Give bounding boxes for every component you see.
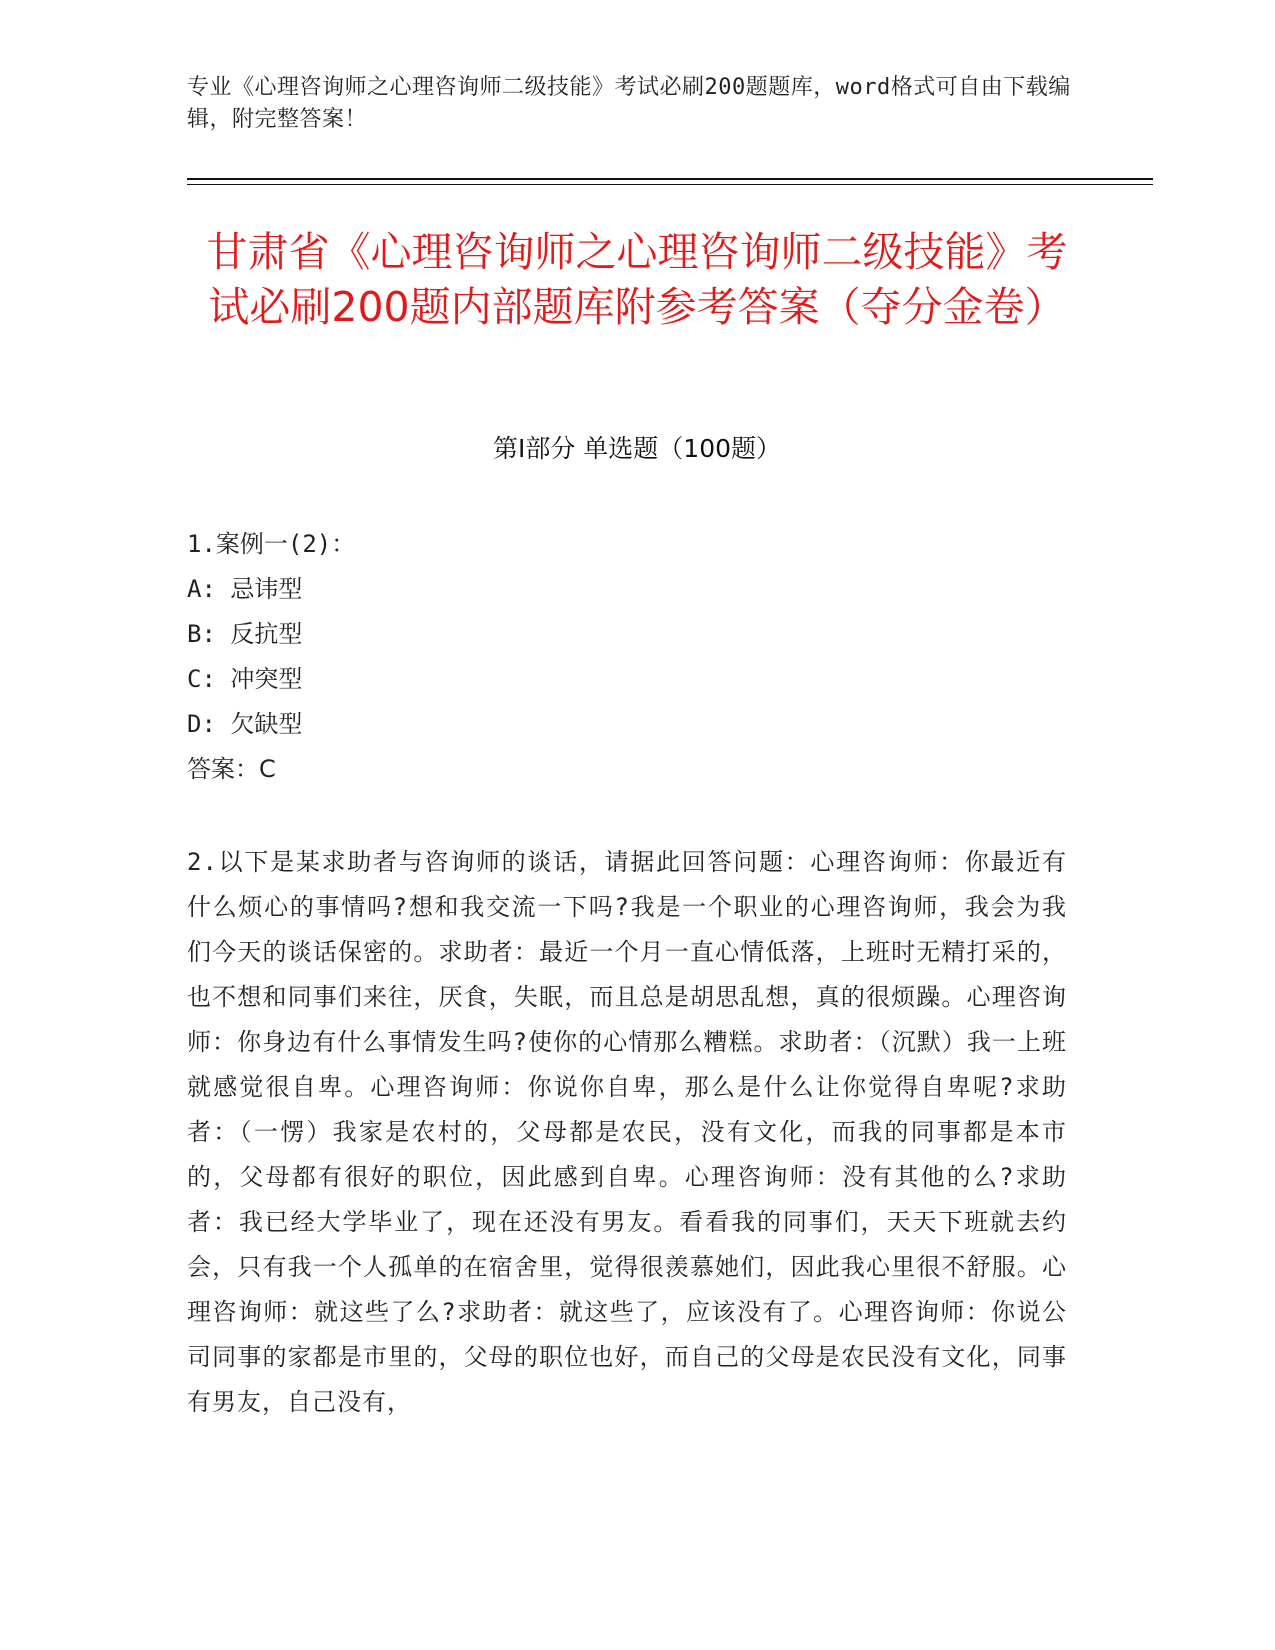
- option-c: C: 冲突型: [187, 665, 303, 693]
- question-2: 2.以下是某求助者与咨询师的谈话，请据此回答问题：心理咨询师：你最近有什么烦心的事情吗?想和我交流一下吗?我是一个职业的心理咨询师，我会为我们今天的谈话保密的。求助者：最近一个月一直心情低落，上班时无精打采的，也不想和同事们来往，厌食，失眠，而且总是胡思乱想，真的很烦躁。心理咨询师：你身边有什么事情发生吗?使你的心情那么糟糕。求助者：（沉默）我一上班就感觉很自卑。心理咨询师：你说你自卑，那么是什么让你觉得自卑呢?求助者：（一愣）我家是农村的，父母都是农民，没有文化，而我的同事都是本市的，父母都有很好的职位，因此感到自卑。心理咨询师：没有其他的么?求助者：我已经大学毕业了，现在还没有男友。看看我的同事们，天天下班就去约会，只有我一个人孤单的在宿舍里，觉得很羡慕她们，因此我心里很不舒服。心理咨询师：就这些了么?求助者：就这些了，应该没有了。心理咨询师：你说公司同事的家都是市里的，父母的职位也好，而自己的父母是农民没有文化，同事有男友，自己没有，: [187, 848, 1067, 1416]
- option-a: A: 忌讳型: [187, 575, 303, 603]
- document-title: 甘肃省《心理咨询师之心理咨询师二级技能》考试必刷200题内部题库附参考答案（夺分金卷）: [206, 228, 1068, 331]
- answer: 答案：C: [187, 755, 276, 783]
- option-d: D: 欠缺型: [187, 710, 303, 738]
- header-divider-thick: [187, 178, 1153, 180]
- section-title: 第Ⅰ部分 单选题（100题）: [492, 434, 782, 463]
- question-1: [187, 522, 1067, 792]
- header-note: 专业《心理咨询师之心理咨询师二级技能》考试必刷200题题库，word格式可自由下载编辑，附完整答案！: [187, 75, 1071, 132]
- question-stem: 1.案例一(2)：: [187, 530, 356, 558]
- header-divider-thin: [187, 184, 1153, 185]
- option-b: B: 反抗型: [187, 620, 303, 648]
